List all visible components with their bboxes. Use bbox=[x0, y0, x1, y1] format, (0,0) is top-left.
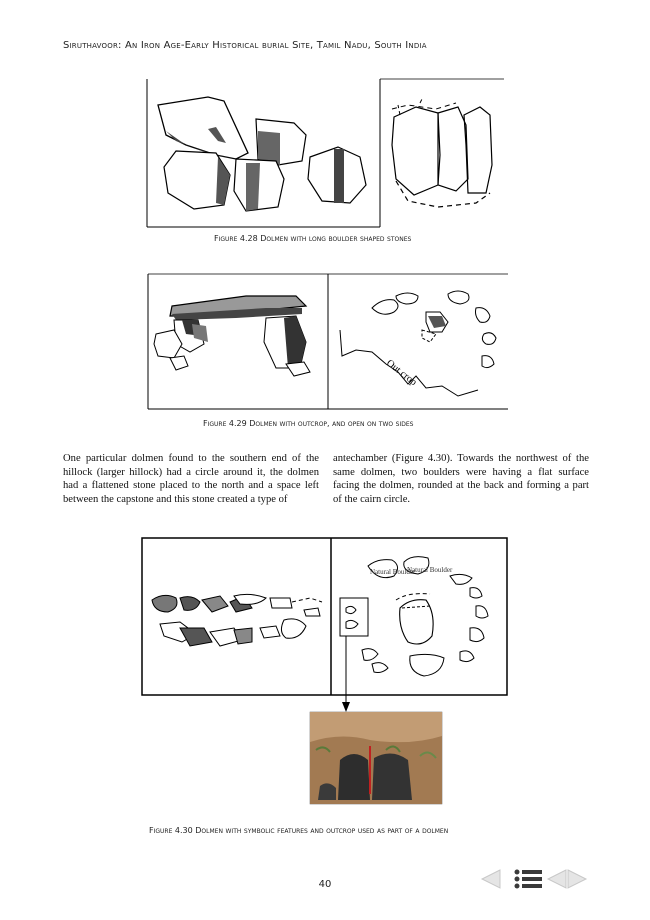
natural-boulder-label-2: Natural Boulder bbox=[407, 566, 453, 574]
contents-menu-icon[interactable] bbox=[514, 868, 544, 894]
figure-4-30 bbox=[140, 536, 510, 806]
previous-page-icon[interactable] bbox=[480, 868, 502, 894]
body-text-left-column: One particular dolmen found to the southern end of the hillock (larger hillock) had a circle around it, the dolmen had a flattened stone placed to the north and a space left between the capstone and this stone created a type of bbox=[63, 453, 319, 505]
figure-4-28-caption: Figure 4.28 Dolmen with long boulder shaped stones bbox=[214, 234, 412, 243]
figure-4-30-caption: Figure 4.30 Dolmen with symbolic features and outcrop used as part of a dolmen bbox=[149, 826, 449, 835]
back-icon[interactable] bbox=[546, 868, 568, 894]
running-header: Siruthavoor: An Iron Age-Early Historical burial Site, Tamil Nadu, South India bbox=[63, 40, 427, 51]
body-text-right-column: antechamber (Figure 4.30). Towards the northwest of the same dolmen, two boulders were having a flat surface facing the dolmen, rounded at the back and forming a part of the cairn circle. bbox=[333, 453, 589, 505]
page-number: 40 bbox=[318, 879, 332, 890]
figure-4-28 bbox=[146, 75, 506, 230]
outcrop-label: Out crop bbox=[384, 357, 419, 389]
natural-boulder-label-1: Natural Boulder bbox=[370, 568, 416, 576]
figure-4-29 bbox=[146, 272, 510, 412]
next-page-icon[interactable] bbox=[566, 868, 588, 894]
figure-4-29-caption: Figure 4.29 Dolmen with outcrop, and open on two sides bbox=[203, 419, 414, 428]
